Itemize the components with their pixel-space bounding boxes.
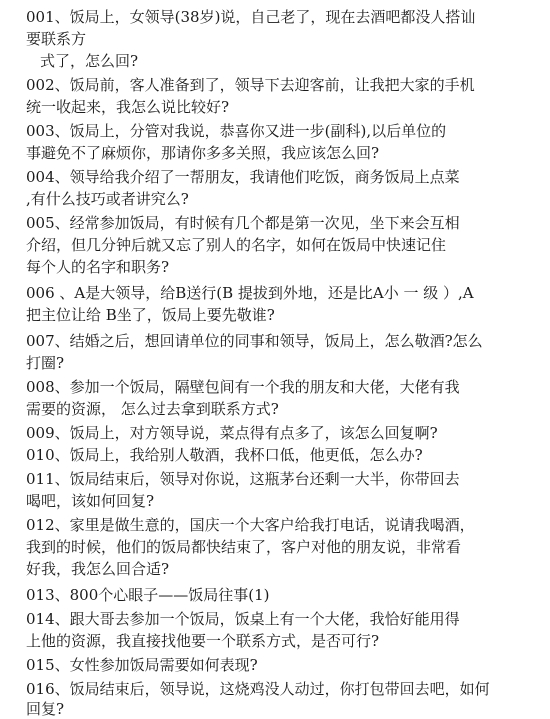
text-line: 008、参加一个饭局，隔壁包间有一个我的朋友和大佬，大佬有我	[26, 378, 460, 396]
text-line: 015、女性参加饭局需要如何表现?	[26, 656, 258, 674]
text-line: 004、领导给我介绍了一帮朋友，我请他们吃饭，商务饭局上点菜	[26, 168, 460, 186]
text-line: 011、饭局结束后，领导对你说，这瓶茅台还剩一大半，你带回去	[26, 470, 460, 488]
text-line: 喝吧，该如何回复?	[26, 492, 155, 510]
text-line: 016、饭局结束后，领导说，这烧鸡没人动过，你打包带回去吧，如何	[26, 680, 490, 698]
text-line: 006 、A是大领导，给B送行(B 提拔到外地，还是比A小 一 级 ）,A	[26, 284, 474, 302]
text-line: 打圈?	[26, 354, 65, 372]
text-line: 012、家里是做生意的，国庆一个大客户给我打电话，说请我喝酒，	[26, 516, 475, 534]
text-line: 我到的时候，他们的饭局都快结束了，客户对他的朋友说，非常看	[26, 538, 462, 556]
text-line: 回复?	[26, 700, 65, 718]
text-line: 要联系方	[26, 30, 87, 48]
text-line: 007、结婚之后，想回请单位的同事和领导，饭局上，怎么敬酒?怎么	[26, 332, 483, 350]
text-line: 002、饭局前，客人准备到了，领导下去迎客前，让我把大家的手机	[26, 76, 475, 94]
text-line: ,有什么技巧或者讲究么?	[26, 190, 189, 208]
text-line: 统一收起来，我怎么说比较好?	[26, 98, 230, 116]
text-line: 事避免不了麻烦你，那请你多多关照，我应该怎么回?	[26, 144, 380, 162]
text-line: 式了，怎么回?	[40, 52, 139, 70]
text-line: 003、饭局上，分管对我说，恭喜你又进一步(副科),以后单位的	[26, 122, 447, 140]
text-line: 001、饭局上，女领导(38岁)说，自己老了，现在去酒吧都没人搭讪	[26, 8, 476, 26]
text-line: 010、饭局上，我给别人敬酒，我杯口低，他更低，怎么办?	[26, 446, 423, 464]
text-line: 每个人的名字和职务?	[26, 258, 170, 276]
text-line: 介绍，但几分钟后就又忘了别人的名字，如何在饭局中快速记住	[26, 236, 447, 254]
text-line: 013、800个心眼子——饭局往事(1)	[26, 586, 270, 604]
text-line: 需要的资源， 怎么过去拿到联系方式?	[26, 400, 279, 418]
text-line: 009、饭局上，对方领导说，菜点得有点多了，该怎么回复啊?	[26, 424, 438, 442]
text-line: 上他的资源，我直接找他要一个联系方式，是否可行?	[26, 632, 380, 650]
text-line: 014、跟大哥去参加一个饭局，饭桌上有一个大佬，我恰好能用得	[26, 610, 460, 628]
text-line: 把主位让给 B坐了，饭局上要先敬谁?	[26, 306, 275, 324]
text-line: 好我，我怎么回合适?	[26, 560, 170, 578]
text-line: 005、经常参加饭局，有时候有几个都是第一次见，坐下来会互相	[26, 214, 460, 232]
